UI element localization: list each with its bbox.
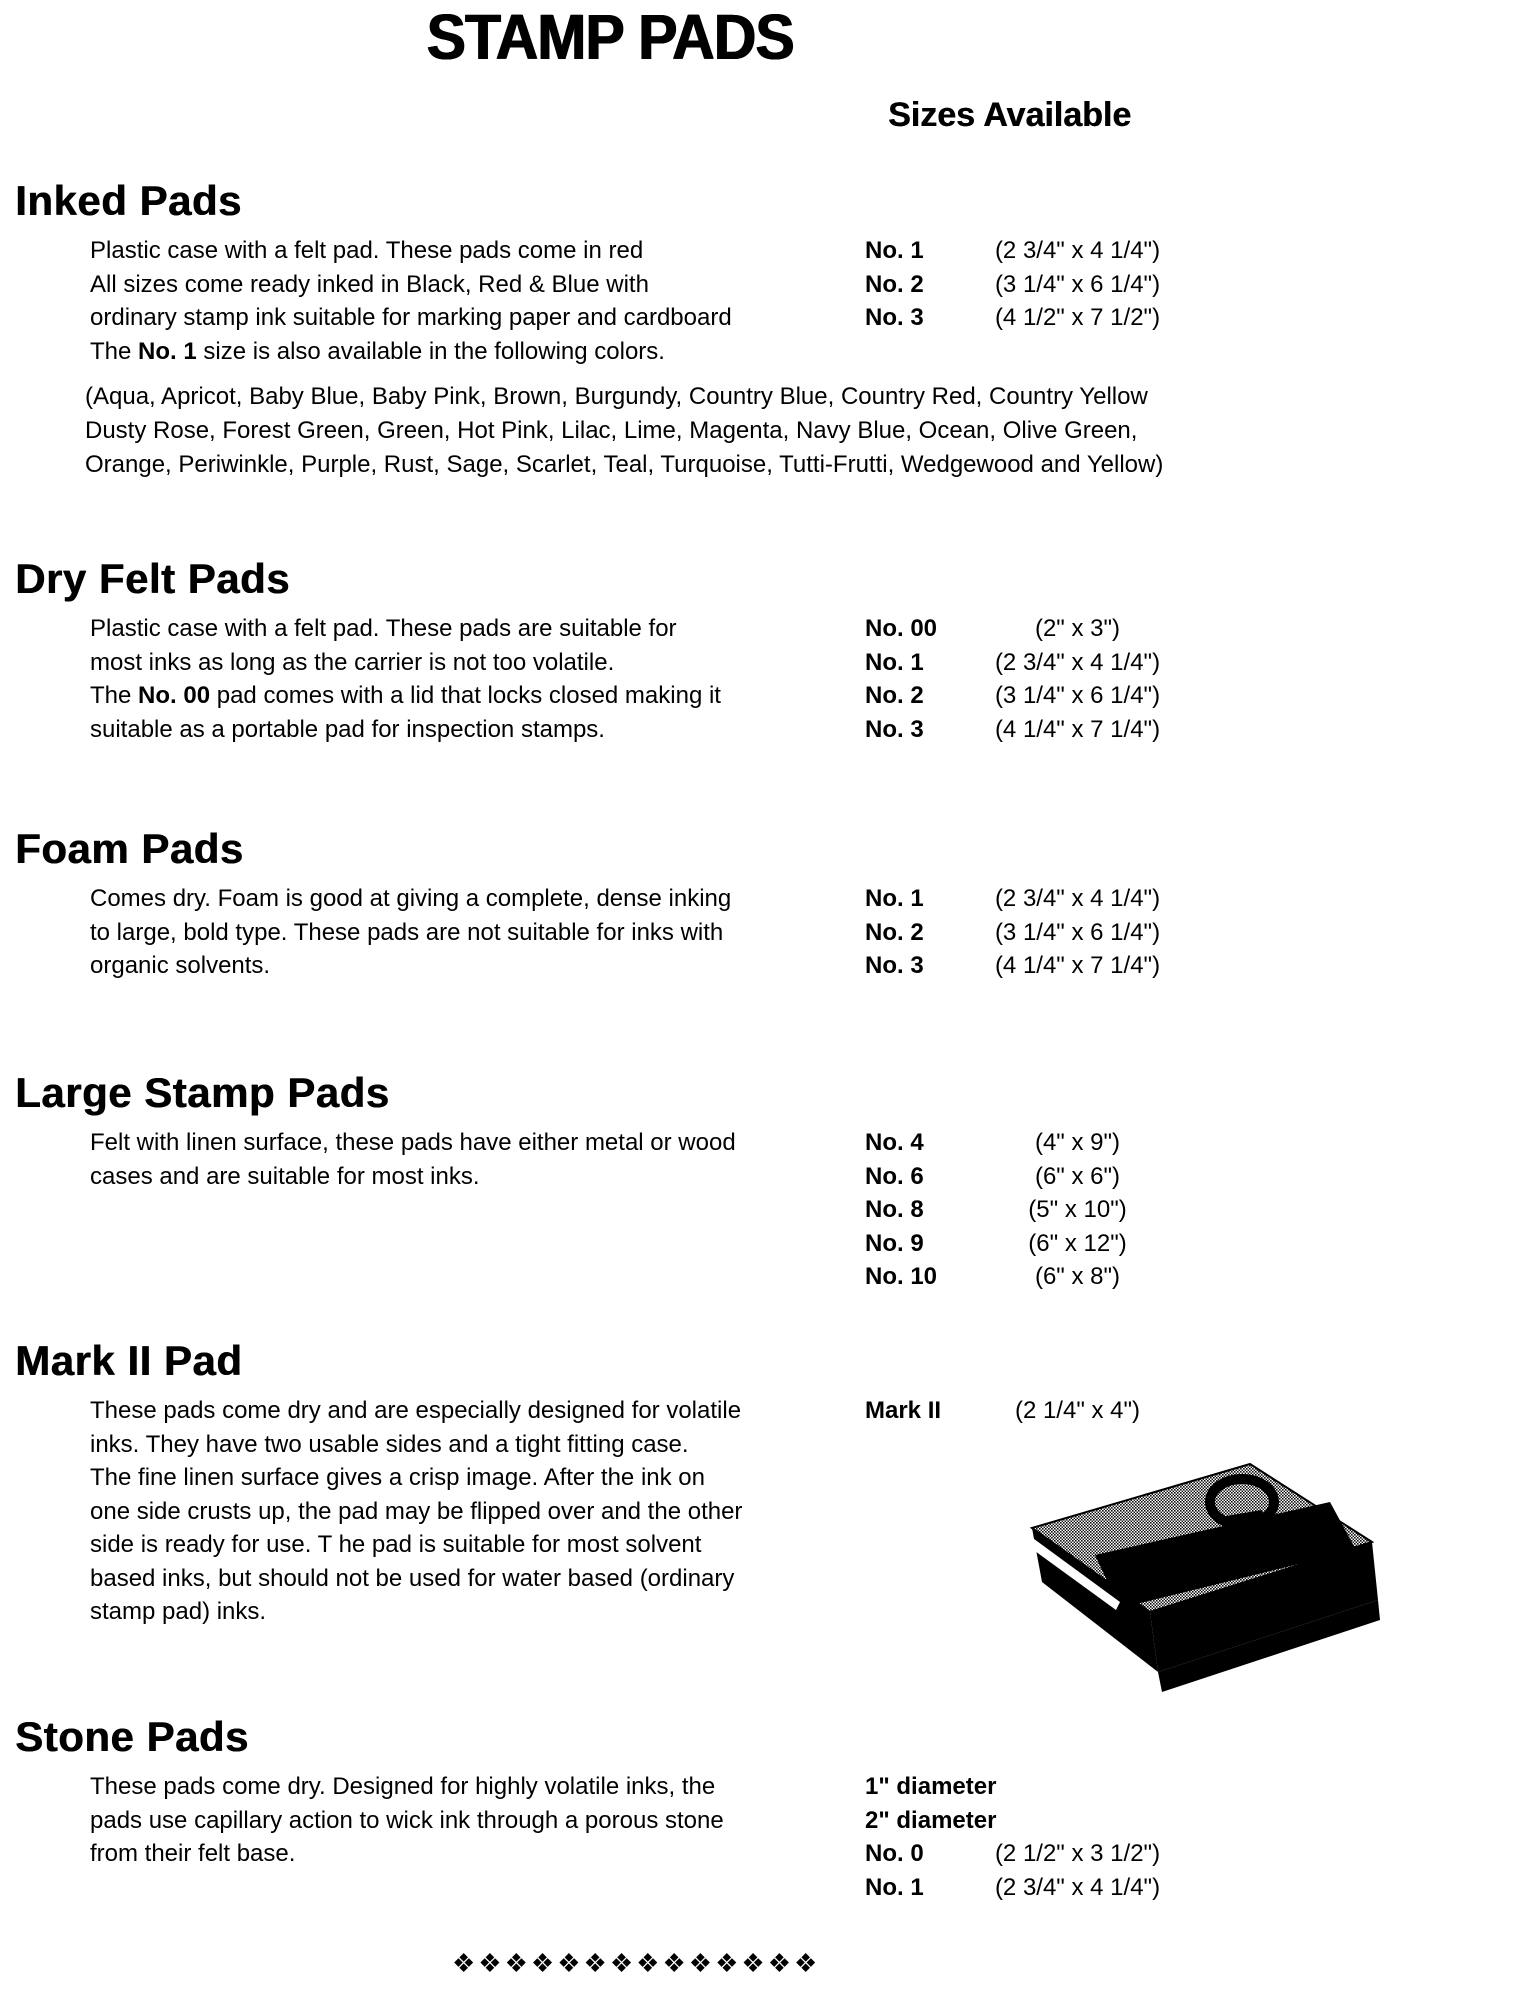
size-name: No. 6 (865, 1162, 924, 1190)
size-row (865, 1804, 1170, 1838)
section-description (90, 234, 1506, 368)
size-dimensions: (5" x 10") (1028, 1196, 1127, 1223)
description-line: stamp pad) inks. (90, 1598, 267, 1625)
description-line: All sizes come ready inked in Black, Red & Blue with (90, 270, 649, 298)
description-text: size is also available in the following colors. (196, 337, 665, 365)
sizes-list (865, 1770, 1170, 1904)
stamp-pad-box-illustration (1000, 1450, 1380, 1695)
size-row (865, 679, 1170, 713)
product-number-bold: No. 00 (138, 682, 211, 709)
section-heading-large-stamp-pads: Large Stamp Pads (15, 1069, 390, 1116)
sizes-list (865, 1126, 1170, 1294)
description-line: Plastic case with a felt pad. These pads come in red (90, 237, 644, 264)
description-line: The fine linen surface gives a crisp image. After the ink on (90, 1464, 705, 1491)
size-name: No. 0 (865, 1840, 924, 1867)
size-dimensions: (3 1/4" x 6 1/4") (994, 270, 1161, 298)
size-dimensions: (3 1/4" x 6 1/4") (994, 682, 1161, 709)
page-title: STAMP PADS (426, 1, 794, 73)
description-line: ordinary stamp ink suitable for marking paper and cardboard (90, 304, 732, 331)
description-line: based inks, but should not be used for water based (ordinary (90, 1564, 735, 1592)
size-dimensions: (2 3/4" x 4 1/4") (994, 885, 1161, 912)
size-dimensions: (2 3/4" x 4 1/4") (994, 648, 1161, 676)
section-inked-pads (15, 178, 1506, 482)
size-dimensions: (4" x 9") (1034, 1129, 1121, 1156)
size-row (865, 1394, 1170, 1428)
description-line: Comes dry. Foam is good at giving a complete, dense inking (90, 885, 732, 912)
size-row (865, 1126, 1170, 1160)
product-number-bold: No. 1 (138, 337, 197, 365)
size-row (865, 268, 1170, 302)
section-large-stamp-pads (15, 1069, 1506, 1290)
size-dimensions: (2" x 3") (1034, 615, 1121, 642)
description-line: from their felt base. (90, 1840, 296, 1867)
size-dimensions: (2 1/2" x 3 1/2") (994, 1840, 1161, 1867)
size-row (865, 1871, 1170, 1905)
description-line: pads use capillary action to wick ink through a porous stone (90, 1806, 724, 1834)
size-dimensions (985, 1804, 1170, 1838)
size-row (865, 1193, 1170, 1227)
size-dimensions: (6" x 8") (1034, 1263, 1121, 1290)
size-name: 2" diameter (865, 1806, 997, 1834)
size-name: No. 3 (865, 304, 924, 331)
sizes-available-heading: Sizes Available (888, 96, 1132, 134)
size-row (865, 916, 1170, 950)
size-dimensions: (4 1/4" x 7 1/4") (994, 952, 1161, 979)
description-line: cases and are suitable for most inks. (90, 1162, 480, 1190)
size-row (865, 1260, 1170, 1294)
color-list-line: Dusty Rose, Forest Green, Green, Hot Pink, Lilac, Lime, Magenta, Navy Blue, Ocean, Olive Green, (85, 417, 1138, 444)
description-line: inks. They have two usable sides and a tight fitting case. (90, 1430, 689, 1458)
section-heading-dry-felt-pads: Dry Felt Pads (15, 555, 290, 602)
size-row (865, 1837, 1170, 1871)
section-heading-inked-pads: Inked Pads (15, 177, 242, 224)
size-dimensions: (6" x 12") (1028, 1229, 1127, 1257)
size-name: No. 10 (865, 1263, 938, 1290)
section-stone-pads (15, 1713, 1506, 1901)
size-dimensions: (2 1/4" x 4") (1014, 1397, 1141, 1424)
color-list-line: Orange, Periwinkle, Purple, Rust, Sage, Scarlet, Teal, Turquoise, Tutti-Frutti, Wedgewood and Yellow) (85, 451, 1164, 478)
section-dry-felt-pads (15, 556, 1506, 746)
size-row (865, 612, 1170, 646)
description-line: Felt with linen surface, these pads have either metal or wood (90, 1129, 736, 1156)
description-line: side is ready for use. T he pad is suitable for most solvent (90, 1531, 702, 1558)
size-dimensions: (2 3/4" x 4 1/4") (994, 1873, 1161, 1901)
size-row (865, 949, 1170, 983)
size-row (865, 234, 1170, 268)
size-name: No. 1 (865, 237, 924, 264)
description-line (90, 679, 1506, 713)
description-text: The (90, 682, 139, 709)
size-name: 1" diameter (865, 1773, 997, 1800)
description-line: Plastic case with a felt pad. These pads are suitable for (90, 615, 677, 642)
section-mark-ii-pad (15, 1338, 1506, 1629)
size-row (865, 1227, 1170, 1261)
size-name: No. 9 (865, 1229, 924, 1257)
size-name: No. 2 (865, 270, 924, 298)
size-row (865, 713, 1170, 747)
size-name: No. 2 (865, 682, 924, 709)
section-description (90, 1770, 1506, 1871)
section-description (90, 612, 1506, 746)
description-line (90, 335, 1506, 369)
section-description (90, 1126, 1506, 1193)
size-row (865, 301, 1170, 335)
size-row (865, 1770, 1170, 1804)
size-name: No. 1 (865, 1873, 924, 1901)
section-description (90, 882, 1506, 983)
size-row (865, 1160, 1170, 1194)
description-line: These pads come dry and are especially designed for volatile (90, 1397, 742, 1424)
description-text: The (90, 337, 139, 365)
size-name: No. 3 (865, 715, 924, 743)
description-line: to large, bold type. These pads are not suitable for inks with (90, 918, 724, 946)
section-foam-pads (15, 826, 1506, 983)
sizes-list (865, 234, 1170, 335)
description-line: These pads come dry. Designed for highly volatile inks, the (90, 1773, 716, 1800)
size-name: Mark II (865, 1397, 942, 1424)
size-row (865, 882, 1170, 916)
size-name: No. 4 (865, 1129, 924, 1156)
size-row (865, 646, 1170, 680)
size-name: No. 2 (865, 918, 924, 946)
description-line: most inks as long as the carrier is not too volatile. (90, 648, 615, 676)
size-dimensions: (4 1/2" x 7 1/2") (994, 304, 1161, 331)
size-dimensions: (4 1/4" x 7 1/4") (994, 715, 1161, 743)
section-heading-mark-ii-pad: Mark II Pad (15, 1337, 243, 1384)
description-line: organic solvents. (90, 952, 271, 979)
color-list (85, 380, 1506, 482)
size-dimensions: (3 1/4" x 6 1/4") (994, 918, 1161, 946)
size-name: No. 1 (865, 648, 924, 676)
size-name: No. 1 (865, 885, 924, 912)
size-name: No. 8 (865, 1196, 924, 1223)
section-heading-stone-pads: Stone Pads (15, 1713, 249, 1760)
size-dimensions: (6" x 6") (1034, 1162, 1121, 1190)
size-name: No. 00 (865, 615, 938, 642)
size-name: No. 3 (865, 952, 924, 979)
sizes-list (865, 1394, 1170, 1428)
stamp-pad-box-photo (1000, 1450, 1380, 1695)
footer-ornament: ❖❖❖❖❖❖❖❖❖❖❖❖❖❖ (452, 1948, 821, 1978)
color-list-line: (Aqua, Apricot, Baby Blue, Baby Pink, Brown, Burgundy, Country Blue, Country Red, Country Yellow (85, 383, 1148, 410)
size-dimensions (985, 1770, 1170, 1804)
description-line: one side crusts up, the pad may be flipped over and the other (90, 1497, 743, 1525)
section-heading-foam-pads: Foam Pads (15, 825, 244, 872)
description-line: suitable as a portable pad for inspection stamps. (90, 715, 605, 743)
sizes-list (865, 612, 1170, 746)
size-dimensions: (2 3/4" x 4 1/4") (994, 237, 1161, 264)
description-text: pad comes with a lid that locks closed making it (210, 682, 721, 709)
sizes-list (865, 882, 1170, 983)
